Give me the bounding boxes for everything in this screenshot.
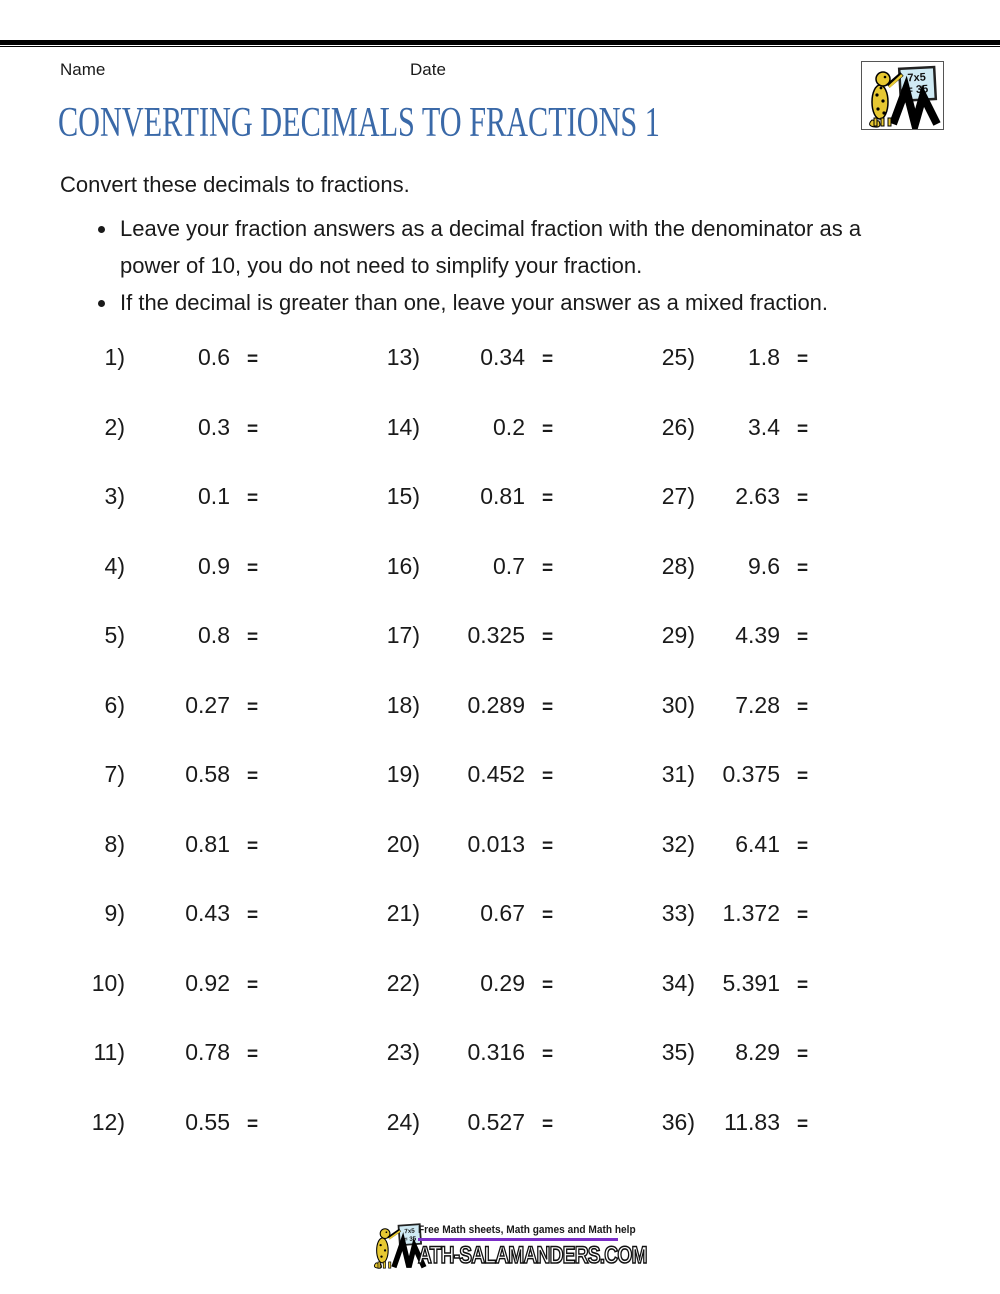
equals-sign: = [797,1113,809,1135]
equals-sign: = [797,627,809,648]
problem-item [355,691,630,764]
instructions [60,172,920,321]
problem-number: 10) [91,969,125,996]
instruction-bullet: • Leave your fraction answers as a decimal fraction with the denominator as a power of 10, you do not need to simplify your fraction. [118,210,920,284]
problem-item [355,346,630,416]
problem-decimal: 6.41 [735,830,780,857]
problem-number: 30) [661,691,695,718]
date-label: Date [410,60,446,79]
problem-number: 29) [661,622,695,648]
equals-sign: = [247,905,259,926]
problem-decimal: 2.63 [735,483,780,509]
instructions-list [60,210,920,321]
equals-sign: = [797,766,809,787]
problem-decimal: 7.28 [735,691,780,718]
problem-number: 5) [104,622,125,648]
problems-grid [60,346,900,1180]
equals-sign: = [797,905,809,926]
problem-number: 22) [386,969,420,996]
instructions-intro: Convert these decimals to fractions. [60,172,410,197]
problem-item [60,485,355,555]
equals-sign: = [797,418,809,440]
problem-item [60,902,355,972]
problem-item [355,485,630,555]
footer [0,1216,1000,1274]
problem-number: 27) [661,483,695,509]
problem-number: 6) [104,691,125,718]
equals-sign: = [797,696,809,718]
problem-number: 12) [91,1108,125,1135]
problem-item [355,552,630,625]
problem-decimal: 0.289 [467,691,525,718]
problem-number: 9) [104,900,125,926]
problem-item [355,830,630,903]
board-text-line1: 7x5 [907,71,927,85]
equals-sign: = [247,627,259,648]
problem-decimal: 11.83 [724,1108,780,1135]
equals-sign: = [247,488,259,509]
equals-sign: = [797,488,809,509]
problem-decimal: 0.375 [722,761,780,787]
problem-decimal: 0.34 [480,344,525,370]
problem-number: 33) [661,900,695,926]
problem-decimal: 0.81 [480,483,525,509]
problem-number: 24) [386,1108,420,1135]
problem-number: 15) [386,483,420,509]
equals-sign: = [247,1113,259,1135]
problem-item [355,902,630,972]
problem-number: 32) [661,830,695,857]
problem-item [60,413,355,486]
problem-decimal: 0.6 [198,344,230,370]
problem-decimal: 0.27 [185,691,230,718]
problem-decimal: 0.67 [480,900,525,926]
problem-number: 28) [661,552,695,579]
footer-tagline: Free Math sheets, Math games and Math help [418,1224,636,1236]
problem-number: 35) [661,1039,695,1065]
problem-number: 7) [104,761,125,787]
svg-text:7x5: 7x5 [404,1227,415,1236]
problem-decimal: 0.3 [198,413,230,440]
problem-decimal: 8.29 [735,1039,780,1065]
problem-number: 4) [104,552,125,579]
problem-item [630,346,900,416]
problem-number: 13) [386,344,420,370]
problem-item [60,830,355,903]
problem-decimal: 0.013 [467,830,525,857]
problem-number: 19) [386,761,420,787]
problem-item [630,413,900,486]
problem-item [630,1108,900,1181]
problem-number: 23) [386,1039,420,1065]
problem-number: 16) [386,552,420,579]
problem-number: 34) [661,969,695,996]
equals-sign: = [247,557,259,579]
name-label: Name [60,60,106,79]
problem-decimal: 0.527 [467,1108,525,1135]
problem-number: 18) [386,691,420,718]
equals-sign: = [542,766,554,787]
problem-decimal: 0.55 [185,1108,230,1135]
problem-item [630,902,900,972]
problem-item [355,413,630,486]
problem-decimal: 9.6 [748,552,780,579]
problem-item [355,1041,630,1111]
problem-decimal: 0.2 [493,413,525,440]
problem-decimal: 0.8 [198,622,230,648]
problem-item [60,691,355,764]
problem-number: 21) [386,900,420,926]
footer-divider [418,1238,618,1241]
problem-decimal: 0.29 [480,969,525,996]
equals-sign: = [247,696,259,718]
equals-sign: = [247,974,259,996]
problem-decimal: 0.9 [198,552,230,579]
svg-text:= 35: = 35 [403,1235,417,1244]
problem-number: 25) [661,344,695,370]
problem-decimal: 1.8 [748,344,780,370]
problem-decimal: 0.7 [493,552,525,579]
problem-decimal: 3.4 [748,413,780,440]
problem-decimal: 0.325 [467,622,525,648]
problem-item [60,552,355,625]
footer-text-block [418,1216,647,1270]
equals-sign: = [797,835,809,857]
problem-decimal: 0.58 [185,761,230,787]
problem-item [630,552,900,625]
footer-site-name: ATH-SALAMANDERS.COM [418,1242,647,1269]
equals-sign: = [797,974,809,996]
problem-item [355,624,630,694]
problem-number: 3) [104,483,125,509]
equals-sign: = [797,1044,809,1065]
problem-item [630,969,900,1042]
problem-item [630,624,900,694]
equals-sign: = [542,835,554,857]
equals-sign: = [542,905,554,926]
problem-item [355,969,630,1042]
problem-item [630,691,900,764]
problem-decimal: 0.43 [185,900,230,926]
problem-decimal: 0.92 [185,969,230,996]
equals-sign: = [247,766,259,787]
problem-number: 36) [661,1108,695,1135]
problem-number: 20) [386,830,420,857]
equals-sign: = [247,418,259,440]
problem-item [60,624,355,694]
problem-item [355,1108,630,1181]
equals-sign: = [542,557,554,579]
problem-number: 31) [661,761,695,787]
equals-sign: = [247,835,259,857]
problem-number: 8) [104,830,125,857]
problem-decimal: 0.81 [185,830,230,857]
problem-item [60,969,355,1042]
problem-decimal: 0.78 [185,1039,230,1065]
equals-sign: = [247,1044,259,1065]
equals-sign: = [797,557,809,579]
problem-number: 1) [104,344,125,370]
equals-sign: = [542,974,554,996]
problem-number: 2) [104,413,125,440]
problem-item [630,485,900,555]
problem-item [60,1041,355,1111]
equals-sign: = [247,349,259,370]
page-title: CONVERTING DECIMALS TO FRACTIONS 1 [58,100,660,146]
problem-item [60,1108,355,1181]
top-border-rule [0,40,1000,47]
problem-number: 26) [661,413,695,440]
problem-decimal: 5.391 [722,969,780,996]
equals-sign: = [542,349,554,370]
problem-number: 14) [386,413,420,440]
problem-item [60,346,355,416]
problem-item [630,830,900,903]
equals-sign: = [542,1044,554,1065]
problem-item [355,763,630,833]
equals-sign: = [542,1113,554,1135]
problem-item [630,1041,900,1111]
salamander-logo-icon [862,62,943,129]
equals-sign: = [542,627,554,648]
instruction-bullet: • If the decimal is greater than one, leave your answer as a mixed fraction. [118,284,920,321]
board-text-line2: = 35 [906,83,929,97]
problem-number: 17) [386,622,420,648]
equals-sign: = [797,349,809,370]
problem-decimal: 0.316 [467,1039,525,1065]
equals-sign: = [542,696,554,718]
problem-decimal: 1.372 [722,900,780,926]
problem-item [630,763,900,833]
problem-decimal: 0.1 [198,483,230,509]
problem-decimal: 0.452 [467,761,525,787]
problem-decimal: 4.39 [735,622,780,648]
equals-sign: = [542,488,554,509]
problem-item [60,763,355,833]
problem-number: 11) [93,1039,125,1065]
math-salamanders-logo [861,61,944,130]
equals-sign: = [542,418,554,440]
